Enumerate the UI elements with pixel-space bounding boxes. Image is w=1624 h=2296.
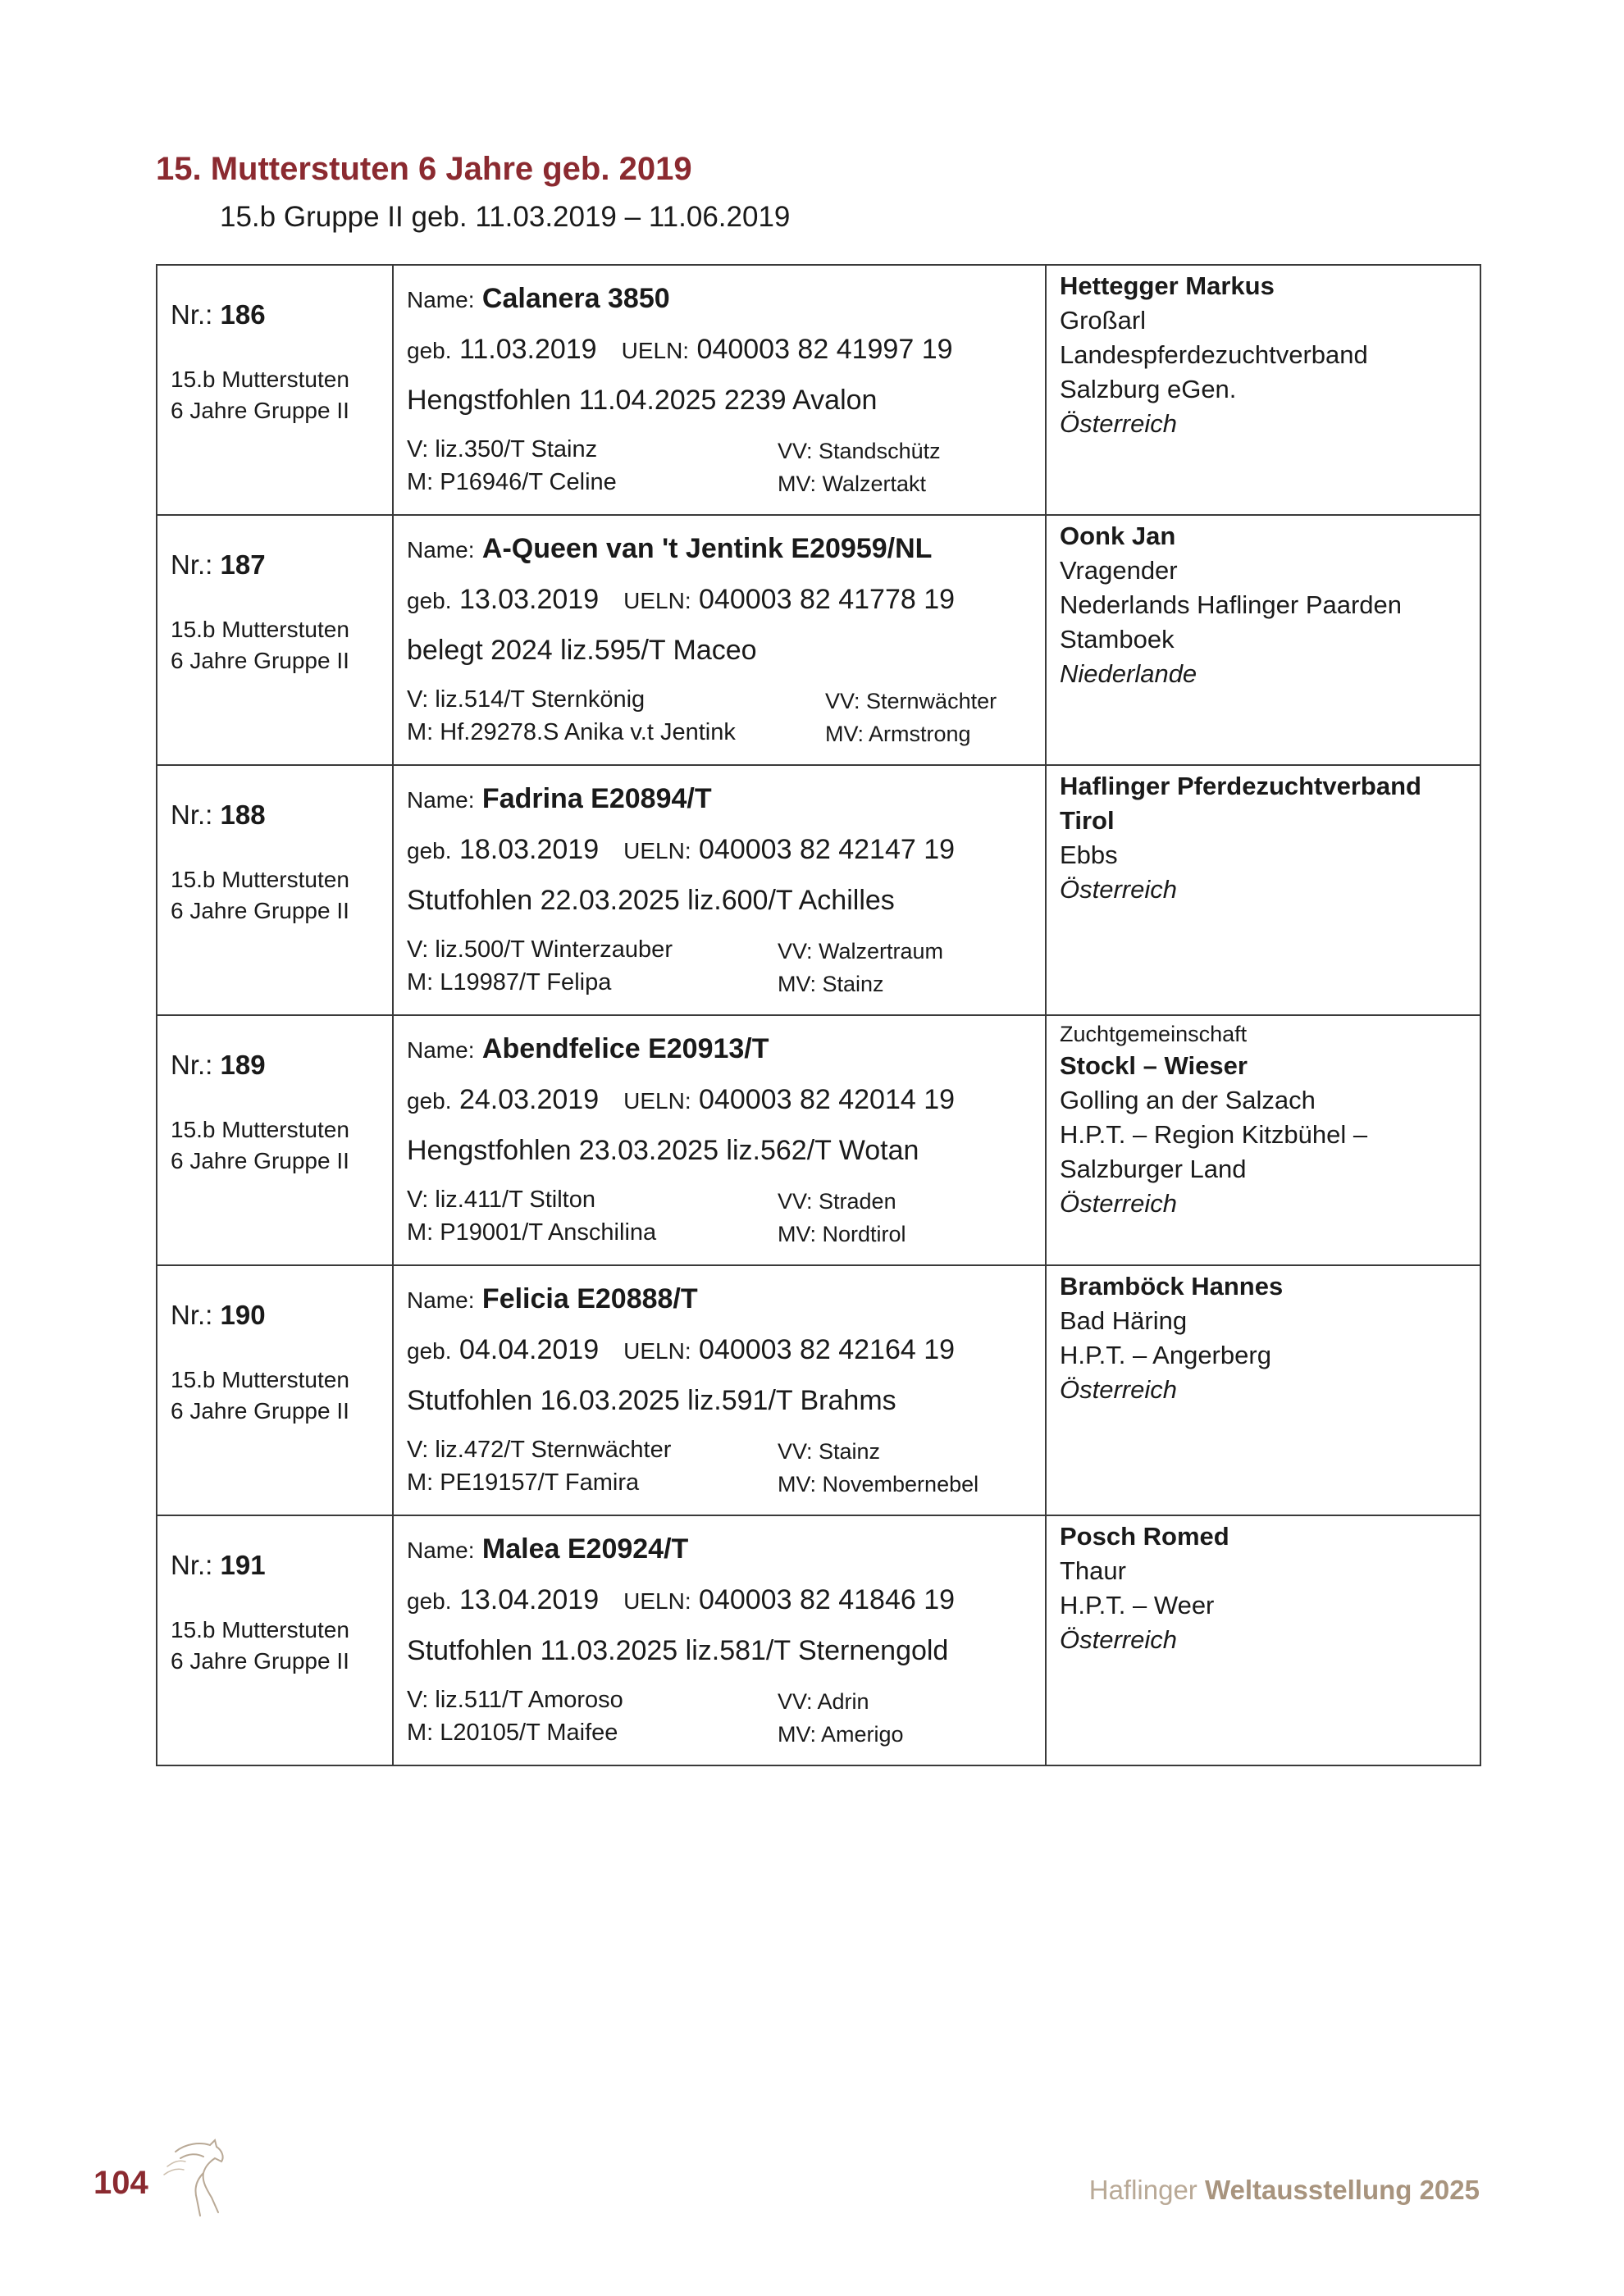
- horse-info-cell: [393, 515, 1046, 765]
- owner-country: Österreich: [1060, 409, 1177, 438]
- horse-name: Calanera 3850: [481, 283, 670, 314]
- group-label-line1: 15.b Mutterstuten: [171, 1117, 349, 1142]
- group-label-line1: 15.b Mutterstuten: [171, 1617, 349, 1642]
- horse-name: Malea E20924/T: [481, 1533, 689, 1565]
- owner-cell: [1046, 1265, 1480, 1515]
- birth-date: 04.04.2019: [458, 1334, 600, 1365]
- ueln-number: 040003 82 41997 19: [696, 334, 953, 365]
- owner-association: H.P.T. – Angerberg: [1060, 1341, 1271, 1369]
- group-label-line1: 15.b Mutterstuten: [171, 867, 349, 892]
- entry-number-cell: [157, 265, 393, 515]
- breeding-note: Stutfohlen 16.03.2025 liz.591/T Brahms: [407, 1385, 896, 1416]
- entry-number: 187: [220, 549, 266, 580]
- birth-date: 11.03.2019: [458, 334, 597, 365]
- owner-name: Oonk Jan: [1060, 522, 1176, 550]
- breeding-note: belegt 2024 liz.595/T Maceo: [407, 635, 757, 666]
- paternal-grandsire: VV: Straden: [778, 1189, 896, 1214]
- owner-name: Hettegger Markus: [1060, 271, 1275, 300]
- table-row: [157, 1265, 1480, 1515]
- owner-location: Großarl: [1060, 306, 1147, 335]
- maternal-grandsire: MV: Novembernebel: [778, 1472, 979, 1496]
- ueln-number: 040003 82 42164 19: [699, 1334, 956, 1365]
- horse-info-cell: [393, 765, 1046, 1015]
- entry-number: 191: [220, 1550, 266, 1580]
- geb-label: geb.: [407, 338, 452, 363]
- maternal-grandsire: MV: Amerigo: [778, 1722, 904, 1747]
- sire: V: liz.472/T Sternwächter: [407, 1437, 672, 1463]
- ueln-label: UELN:: [623, 588, 691, 613]
- section-heading: 15. Mutterstuten 6 Jahre geb. 2019: [156, 151, 692, 187]
- page-number: 104: [94, 2165, 148, 2201]
- nr-label: Nr.:: [171, 1550, 213, 1580]
- horse-info-cell: [393, 1015, 1046, 1265]
- nr-label: Nr.:: [171, 1300, 213, 1330]
- dam: M: Hf.29278.S Anika v.t Jentink: [407, 719, 736, 745]
- group-label-line1: 15.b Mutterstuten: [171, 1367, 349, 1392]
- maternal-grandsire: MV: Nordtirol: [778, 1222, 906, 1246]
- owner-association-cont: Salzburger Land: [1060, 1155, 1247, 1183]
- paternal-grandsire: VV: Stainz: [778, 1439, 881, 1464]
- group-label-line1: 15.b Mutterstuten: [171, 617, 349, 642]
- geb-label: geb.: [407, 838, 452, 863]
- birth-date: 24.03.2019: [458, 1084, 600, 1115]
- name-label: Name:: [407, 1037, 475, 1063]
- group-label-line2: 6 Jahre Gruppe II: [171, 398, 349, 423]
- owner-name: Stockl – Wieser: [1060, 1051, 1248, 1080]
- breeding-note: Hengstfohlen 11.04.2025 2239 Avalon: [407, 385, 878, 416]
- group-label-line2: 6 Jahre Gruppe II: [171, 1648, 349, 1674]
- paternal-grandsire: VV: Adrin: [778, 1689, 869, 1714]
- sire: V: liz.514/T Sternkönig: [407, 686, 645, 713]
- birth-date: 13.04.2019: [458, 1584, 600, 1615]
- breeding-note: Stutfohlen 11.03.2025 liz.581/T Sternengold: [407, 1635, 949, 1666]
- entry-number: 189: [220, 1050, 266, 1080]
- ueln-label: UELN:: [623, 1088, 691, 1114]
- sire: V: liz.411/T Stilton: [407, 1187, 595, 1213]
- owner-location: Bad Häring: [1060, 1306, 1188, 1335]
- dam: M: P19001/T Anschilina: [407, 1219, 657, 1246]
- nr-label: Nr.:: [171, 1050, 213, 1080]
- maternal-grandsire: MV: Walzertakt: [778, 472, 927, 496]
- geb-label: geb.: [407, 1588, 452, 1614]
- entry-number-cell: [157, 1015, 393, 1265]
- nr-label: Nr.:: [171, 299, 213, 330]
- group-label-line2: 6 Jahre Gruppe II: [171, 898, 349, 923]
- entry-number: 190: [220, 1300, 266, 1330]
- horse-info-cell: [393, 265, 1046, 515]
- table-row: [157, 265, 1480, 515]
- name-label: Name:: [407, 287, 475, 312]
- group-label-line2: 6 Jahre Gruppe II: [171, 1398, 349, 1424]
- dam: M: P16946/T Celine: [407, 469, 617, 495]
- group-subheading: 15.b Gruppe II geb. 11.03.2019 – 11.06.2019: [220, 201, 791, 233]
- table-row: [157, 515, 1480, 765]
- catalog-table: [156, 264, 1481, 1766]
- name-label: Name:: [407, 1538, 475, 1563]
- entry-number-cell: [157, 1515, 393, 1765]
- entry-number-cell: [157, 1265, 393, 1515]
- geb-label: geb.: [407, 1088, 452, 1114]
- table-row: [157, 1015, 1480, 1265]
- table-row: [157, 765, 1480, 1015]
- owner-association: H.P.T. – Weer: [1060, 1591, 1215, 1620]
- owner-country: Österreich: [1060, 1375, 1177, 1404]
- dam: M: L19987/T Felipa: [407, 969, 612, 995]
- ueln-label: UELN:: [623, 1588, 691, 1614]
- horse-name: Fadrina E20894/T: [481, 783, 712, 814]
- owner-country: Österreich: [1060, 875, 1177, 904]
- pedigree: [407, 433, 1045, 499]
- owner-location: Vragender: [1060, 556, 1178, 585]
- ueln-number: 040003 82 41778 19: [699, 584, 956, 615]
- owner-association-cont: Salzburg eGen.: [1060, 375, 1237, 403]
- name-label: Name:: [407, 787, 475, 813]
- horse-name: Felicia E20888/T: [481, 1283, 698, 1314]
- ueln-label: UELN:: [623, 1338, 691, 1364]
- owner-cell: [1046, 265, 1480, 515]
- birth-date: 13.03.2019: [458, 584, 600, 615]
- geb-label: geb.: [407, 1338, 452, 1364]
- ueln-label: UELN:: [621, 338, 690, 363]
- horse-name: Abendfelice E20913/T: [481, 1033, 769, 1064]
- name-label: Name:: [407, 537, 475, 563]
- maternal-grandsire: MV: Armstrong: [825, 722, 971, 746]
- table-row: [157, 1515, 1480, 1765]
- entry-number: 186: [220, 299, 266, 330]
- dam: M: PE19157/T Famira: [407, 1469, 640, 1496]
- paternal-grandsire: VV: Standschütz: [778, 439, 941, 463]
- owner-association-cont: Stamboek: [1060, 625, 1175, 654]
- entry-number: 188: [220, 800, 266, 830]
- horse-logo-icon: [161, 2134, 235, 2224]
- sire: V: liz.500/T Winterzauber: [407, 936, 673, 963]
- nr-label: Nr.:: [171, 800, 213, 830]
- owner-name: Bramböck Hannes: [1060, 1272, 1284, 1301]
- owner-association: Nederlands Haflinger Paarden: [1060, 590, 1403, 619]
- owner-cell: [1046, 515, 1480, 765]
- ueln-number: 040003 82 42014 19: [699, 1084, 956, 1115]
- owner-cell: [1046, 1015, 1480, 1265]
- sire: V: liz.511/T Amoroso: [407, 1687, 623, 1713]
- footer-brand: [1089, 2175, 1480, 2206]
- owner-cell: [1046, 765, 1480, 1015]
- owner-association: Landespferdezuchtverband: [1060, 340, 1368, 369]
- footer-brand-bold: Weltausstellung 2025: [1204, 2175, 1480, 2205]
- owner-location: Ebbs: [1060, 840, 1118, 869]
- owner-cell: [1046, 1515, 1480, 1765]
- name-label: Name:: [407, 1287, 475, 1313]
- horse-name: A-Queen van 't Jentink E20959/NL: [481, 533, 933, 564]
- pedigree: [407, 1433, 1045, 1499]
- pedigree: [407, 683, 1045, 749]
- geb-label: geb.: [407, 588, 452, 613]
- ueln-number: 040003 82 42147 19: [699, 834, 956, 865]
- horse-info-cell: [393, 1515, 1046, 1765]
- group-label-line2: 6 Jahre Gruppe II: [171, 648, 349, 673]
- maternal-grandsire: MV: Stainz: [778, 972, 884, 996]
- paternal-grandsire: VV: Sternwächter: [825, 689, 997, 713]
- ueln-number: 040003 82 41846 19: [699, 1584, 956, 1615]
- entry-number-cell: [157, 765, 393, 1015]
- pedigree: [407, 933, 1045, 999]
- owner-country: Österreich: [1060, 1189, 1177, 1218]
- breeding-note: Stutfohlen 22.03.2025 liz.600/T Achilles: [407, 885, 895, 916]
- group-label-line2: 6 Jahre Gruppe II: [171, 1148, 349, 1173]
- owner-prefix: Zuchtgemeinschaft: [1060, 1022, 1248, 1046]
- group-label-line1: 15.b Mutterstuten: [171, 367, 349, 392]
- pedigree: [407, 1683, 1045, 1749]
- entry-number-cell: [157, 515, 393, 765]
- dam: M: L20105/T Maifee: [407, 1720, 618, 1746]
- owner-location: Thaur: [1060, 1556, 1126, 1585]
- paternal-grandsire: VV: Walzertraum: [778, 939, 944, 963]
- sire: V: liz.350/T Stainz: [407, 436, 598, 462]
- catalog-body: [157, 265, 1480, 1765]
- owner-name: Haflinger Pferdezuchtverband Tirol: [1060, 772, 1421, 835]
- horse-info-cell: [393, 1265, 1046, 1515]
- ueln-label: UELN:: [623, 838, 691, 863]
- owner-association: H.P.T. – Region Kitzbühel –: [1060, 1120, 1368, 1149]
- breeding-note: Hengstfohlen 23.03.2025 liz.562/T Wotan: [407, 1135, 919, 1166]
- owner-name: Posch Romed: [1060, 1522, 1229, 1551]
- nr-label: Nr.:: [171, 549, 213, 580]
- birth-date: 18.03.2019: [458, 834, 600, 865]
- pedigree: [407, 1183, 1045, 1249]
- footer-brand-light: Haflinger: [1088, 2175, 1197, 2205]
- owner-country: Österreich: [1060, 1625, 1177, 1654]
- owner-location: Golling an der Salzach: [1060, 1086, 1316, 1114]
- owner-country: Niederlande: [1060, 659, 1197, 688]
